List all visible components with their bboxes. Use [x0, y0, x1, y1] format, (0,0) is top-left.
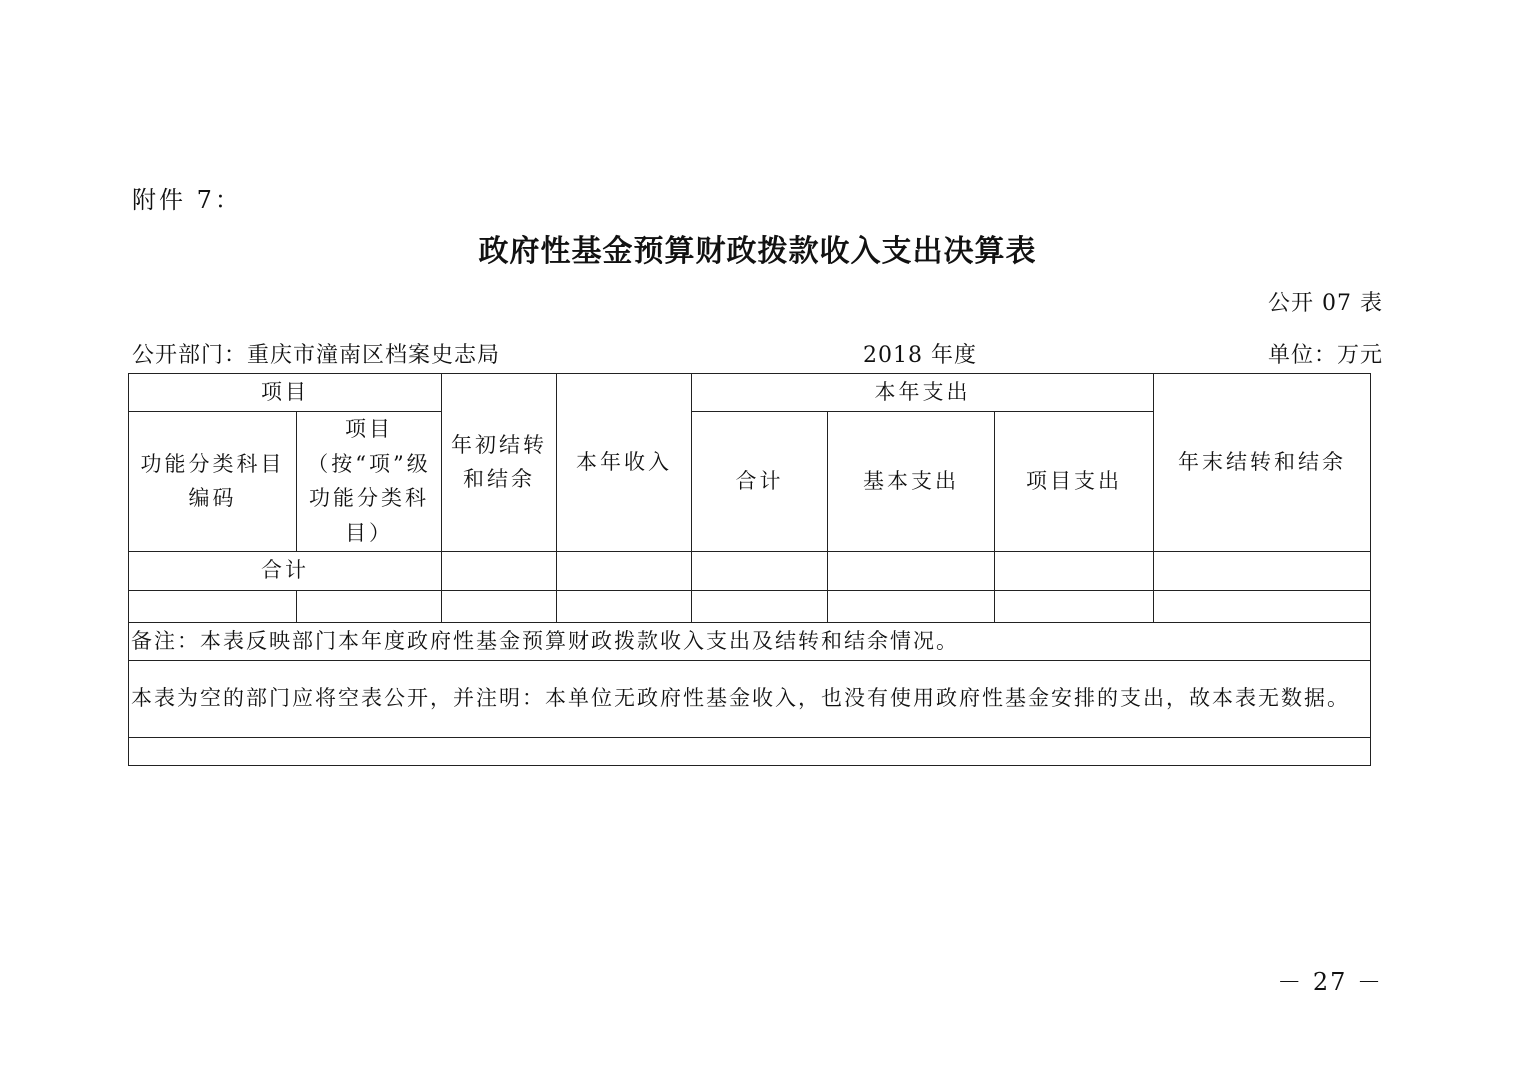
blank-footer-cell: [129, 737, 1371, 765]
header-closing-balance: 年末结转和结余: [1154, 374, 1371, 552]
department-label: 公开部门：重庆市潼南区档案史志局: [132, 343, 501, 368]
header-current-expense: 本年支出: [692, 374, 1154, 412]
year-label: 2018 年度: [863, 343, 977, 368]
header-project: 项目: [129, 374, 442, 412]
empty-cell: [995, 590, 1154, 622]
total-opening-cell: [442, 551, 557, 590]
document-title: 政府性基金预算财政拨款收入支出决算表: [478, 234, 1037, 269]
header-basic-expense: 基本支出: [828, 412, 995, 552]
header-project-expense: 项目支出: [995, 412, 1154, 552]
total-closing-cell: [1154, 551, 1371, 590]
empty-cell: [557, 590, 692, 622]
header-opening-balance: [442, 374, 557, 552]
empty-cell: [692, 590, 828, 622]
unit-label: 单位：万元: [1267, 343, 1383, 368]
total-label: 合计: [129, 551, 442, 590]
header-opening-balance-text: 年初结转和结余: [451, 432, 547, 492]
budget-table: [128, 373, 1371, 766]
empty-cell: [828, 590, 995, 622]
note-empty-statement: [129, 660, 1371, 737]
empty-cell: [1154, 590, 1371, 622]
total-project-cell: [995, 551, 1154, 590]
header-item-text: 项目（按“项”级功能分类科目）: [307, 417, 431, 545]
header-function-code-text: 功能分类科目编码: [140, 451, 285, 511]
blank-footer-row: [129, 737, 1371, 765]
total-basic-cell: [828, 551, 995, 590]
page-number: － 27 －: [1277, 968, 1383, 996]
header-expense-total: 合计: [692, 412, 828, 552]
note-row-2: [129, 660, 1371, 737]
empty-cell: [297, 590, 442, 622]
attachment-label: 附件 7：: [132, 186, 242, 214]
empty-cell: [442, 590, 557, 622]
note-row-1: [129, 622, 1371, 660]
header-row-1: [129, 374, 1371, 412]
note-empty-statement-text: 本表为空的部门应将空表公开，并注明：本单位无政府性基金收入，也没有使用政府性基金安排的支出，故本表无数据。: [131, 686, 1350, 711]
note-remark: 备注：本表反映部门本年度政府性基金预算财政拨款收入支出及结转和结余情况。: [129, 622, 1371, 660]
empty-cell: [129, 590, 297, 622]
table-id: 公开 07 表: [1268, 291, 1383, 316]
header-item: [297, 412, 442, 552]
total-income-cell: [557, 551, 692, 590]
header-function-code: [129, 412, 297, 552]
total-expense-cell: [692, 551, 828, 590]
empty-data-row: [129, 590, 1371, 622]
total-row: [129, 551, 1371, 590]
header-current-income: 本年收入: [557, 374, 692, 552]
